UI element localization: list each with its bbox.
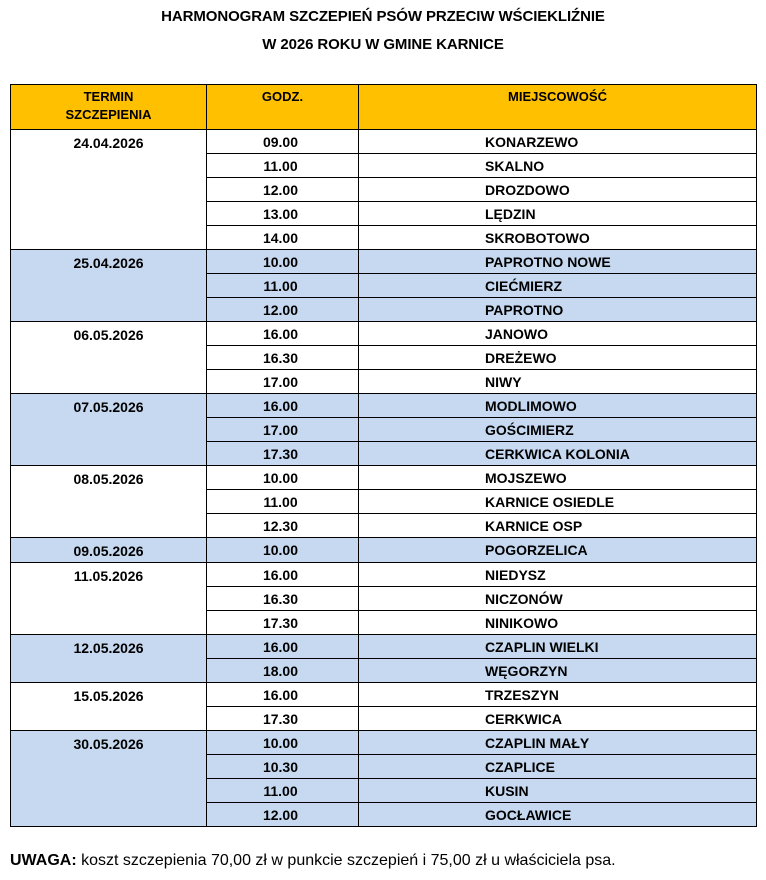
- note: [10, 850, 616, 872]
- date-text: 08.05.2026: [73, 471, 144, 487]
- hour-cell: 16.30: [207, 587, 359, 611]
- hour-cell: 10.00: [207, 731, 359, 755]
- date-cell: [11, 538, 207, 563]
- hour-cell: 11.00: [207, 779, 359, 803]
- hour-cell: 11.00: [207, 490, 359, 514]
- date-text: 11.05.2026: [73, 568, 144, 584]
- hour-cell: 10.30: [207, 755, 359, 779]
- place-cell: SKALNO: [359, 154, 757, 178]
- date-cell: [11, 635, 207, 683]
- place-cell: CERKWICA KOLONIA: [359, 442, 757, 466]
- note-text: koszt szczepienia 70,00 zł w punkcie szczepień i 75,00 zł u właściciela psa.: [76, 852, 616, 869]
- hour-cell: 11.00: [207, 154, 359, 178]
- vaccination-schedule-table: [10, 84, 757, 827]
- place-cell: TRZESZYN: [359, 683, 757, 707]
- hour-cell: 17.30: [207, 611, 359, 635]
- place-cell: DROZDOWO: [359, 178, 757, 202]
- hour-cell: 16.00: [207, 322, 359, 346]
- header-term-line-1: TERMIN: [83, 89, 134, 104]
- table-row: [11, 731, 757, 755]
- date-cell: [11, 394, 207, 466]
- date-cell: [11, 563, 207, 635]
- hour-cell: 17.00: [207, 370, 359, 394]
- hour-cell: 12.00: [207, 298, 359, 322]
- table-row: [11, 563, 757, 587]
- place-cell: POGORZELICA: [359, 538, 757, 563]
- hour-cell: 16.00: [207, 394, 359, 418]
- hour-cell: 10.00: [207, 466, 359, 490]
- place-cell: NIEDYSZ: [359, 563, 757, 587]
- hour-cell: 12.00: [207, 178, 359, 202]
- place-cell: KARNICE OSP: [359, 514, 757, 538]
- table-row: [11, 635, 757, 659]
- date-text: 15.05.2026: [73, 688, 144, 704]
- hour-cell: 11.00: [207, 274, 359, 298]
- place-cell: KARNICE OSIEDLE: [359, 490, 757, 514]
- date-cell: [11, 466, 207, 538]
- hour-cell: 16.30: [207, 346, 359, 370]
- place-cell: JANOWO: [359, 322, 757, 346]
- place-cell: CERKWICA: [359, 707, 757, 731]
- hour-cell: 17.30: [207, 707, 359, 731]
- hour-cell: 16.00: [207, 563, 359, 587]
- hour-cell: 10.00: [207, 538, 359, 563]
- date-cell: [11, 683, 207, 731]
- date-text: 30.05.2026: [73, 736, 144, 752]
- place-cell: CZAPLIN MAŁY: [359, 731, 757, 755]
- date-text: 12.05.2026: [73, 640, 144, 656]
- place-cell: MOJSZEWO: [359, 466, 757, 490]
- date-text: 07.05.2026: [73, 399, 144, 415]
- date-cell: [11, 130, 207, 250]
- table-row: [11, 538, 757, 563]
- place-cell: CZAPLIN WIELKI: [359, 635, 757, 659]
- date-text: 24.04.2026: [73, 135, 144, 151]
- place-cell: PAPROTNO: [359, 298, 757, 322]
- date-cell: [11, 322, 207, 394]
- table-row: [11, 683, 757, 707]
- date-text: 25.04.2026: [73, 255, 144, 271]
- place-cell: NIWY: [359, 370, 757, 394]
- header-place: MIEJSCOWOŚĆ: [359, 85, 757, 130]
- place-cell: KONARZEWO: [359, 130, 757, 154]
- hour-cell: 14.00: [207, 226, 359, 250]
- header-term-line-2: SZCZEPIENIA: [65, 107, 152, 122]
- document-title-line-2: W 2026 ROKU W GMINE KARNICE: [262, 36, 504, 53]
- date-cell: [11, 731, 207, 827]
- table-row: [11, 130, 757, 154]
- place-cell: WĘGORZYN: [359, 659, 757, 683]
- hour-cell: 09.00: [207, 130, 359, 154]
- place-cell: CZAPLICE: [359, 755, 757, 779]
- note-label: UWAGA:: [10, 852, 77, 869]
- hour-cell: 17.30: [207, 442, 359, 466]
- place-cell: DREŻEWO: [359, 346, 757, 370]
- place-cell: GOCŁAWICE: [359, 803, 757, 827]
- place-cell: LĘDZIN: [359, 202, 757, 226]
- hour-cell: 16.00: [207, 635, 359, 659]
- date-text: 09.05.2026: [73, 543, 144, 559]
- table-row: [11, 250, 757, 274]
- place-cell: MODLIMOWO: [359, 394, 757, 418]
- place-cell: SKROBOTOWO: [359, 226, 757, 250]
- hour-cell: 18.00: [207, 659, 359, 683]
- hour-cell: 10.00: [207, 250, 359, 274]
- table-row: [11, 322, 757, 346]
- header-hour: GODZ.: [207, 85, 359, 130]
- place-cell: CIEĆMIERZ: [359, 274, 757, 298]
- hour-cell: 16.00: [207, 683, 359, 707]
- table-header-row: [11, 85, 757, 130]
- place-cell: NINIKOWO: [359, 611, 757, 635]
- table-row: [11, 466, 757, 490]
- hour-cell: 12.30: [207, 514, 359, 538]
- hour-cell: 13.00: [207, 202, 359, 226]
- place-cell: NICZONÓW: [359, 587, 757, 611]
- hour-cell: 12.00: [207, 803, 359, 827]
- table-row: [11, 394, 757, 418]
- place-cell: KUSIN: [359, 779, 757, 803]
- hour-cell: 17.00: [207, 418, 359, 442]
- document-title-line-1: HARMONOGRAM SZCZEPIEŃ PSÓW PRZECIW WŚCIEKLIŹNIE: [161, 8, 605, 25]
- date-cell: [11, 250, 207, 322]
- table-body: [11, 130, 757, 827]
- date-text: 06.05.2026: [73, 327, 144, 343]
- header-term: [11, 85, 207, 130]
- place-cell: GOŚCIMIERZ: [359, 418, 757, 442]
- place-cell: PAPROTNO NOWE: [359, 250, 757, 274]
